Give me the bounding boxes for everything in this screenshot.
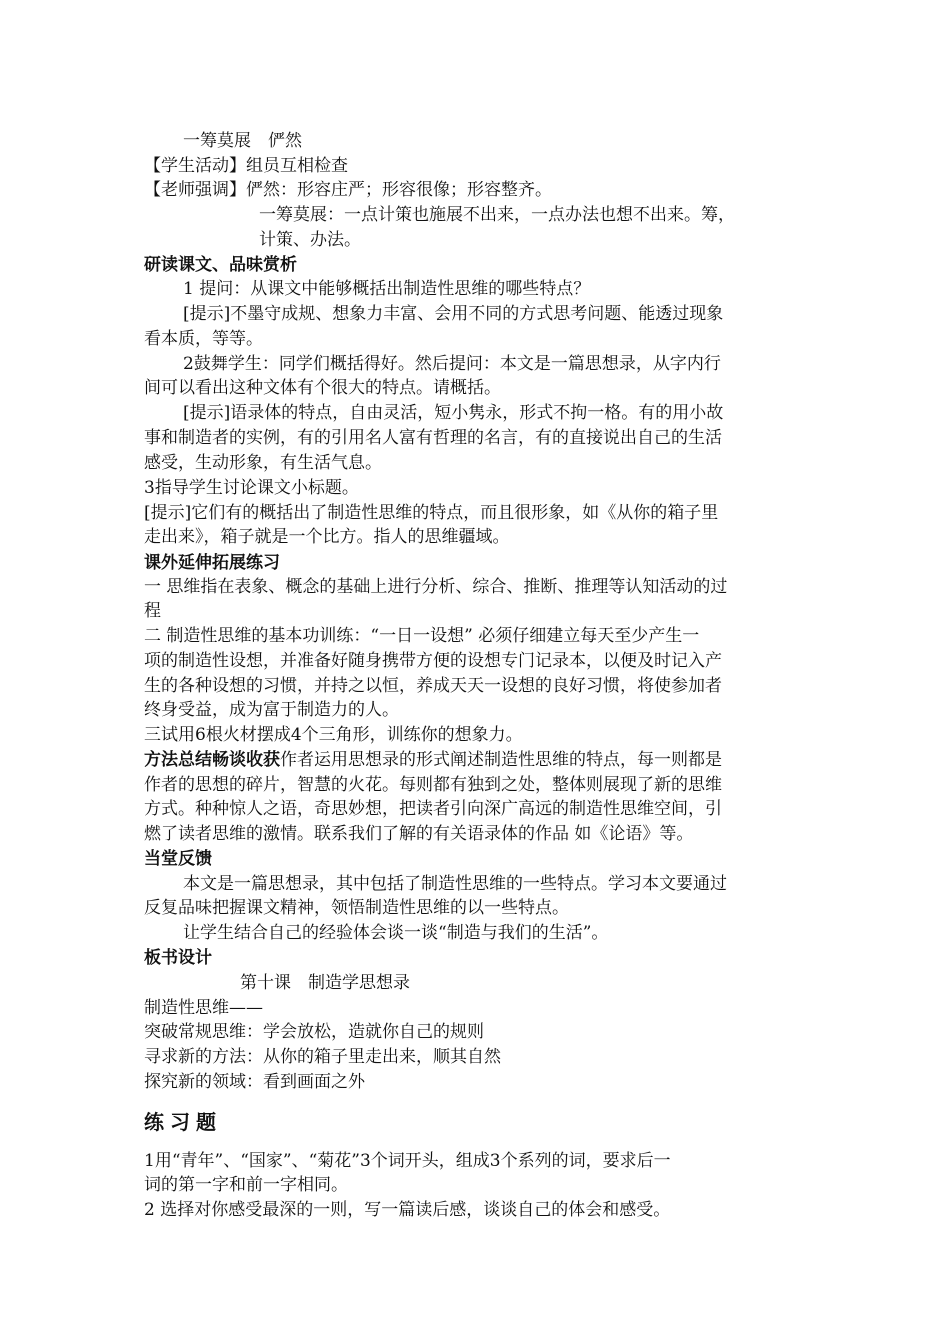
section-heading: 方法总结畅谈收获 [144, 750, 280, 770]
body-line: 反复品味把握课文精神，领悟制造性思维的以一些特点。 [144, 898, 569, 918]
teacher-emphasis: 【老师强调】俨然：形容庄严；形容很像；形容整齐。 [144, 180, 552, 200]
board-line: 探究新的领域：看到画面之外 [144, 1072, 365, 1092]
summary-line [144, 748, 722, 772]
body-line: [提示]语录体的特点，自由灵活，短小隽永，形式不拘一格。有的用小故 [183, 403, 724, 423]
body-line: 程 [144, 601, 161, 621]
body-line: [提示]不墨守成规、想象力丰富、会用不同的方式思考问题、能透过现象 [183, 304, 724, 324]
body-line: 作者的思想的碎片，智慧的火花。每则都有独到之处，整体则展现了新的思维 [144, 775, 722, 795]
body-line: [提示]它们有的概括出了制造性思维的特点，而且很形象，如《从你的箱子里 [144, 503, 719, 523]
board-title: 第十课 制造学思想录 [240, 973, 410, 993]
body-line: 生的各种设想的习惯，并持之以恒，养成天天一设想的良好习惯，将使参加者 [144, 676, 722, 696]
body-line: 燃了读者思维的激情。联系我们了解的有关语录体的作品 如《论语》等。 [144, 824, 694, 844]
body-line: 二 制造性思维的基本功训练：“一日一设想” 必须仔细建立每天至少产生一 [144, 626, 700, 646]
summary-text: 作者运用思想录的形式阐述制造性思维的特点，每一则都是 [280, 750, 722, 770]
definition-line: 计策、办法。 [259, 230, 361, 250]
board-line: 寻求新的方法：从你的箱子里走出来，顺其自然 [144, 1047, 501, 1067]
section-heading: 研读课文、品味赏析 [144, 255, 297, 275]
board-line: 制造性思维—— [144, 998, 263, 1018]
body-line: 三试用6根火材摆成4个三角形，训练你的想象力。 [144, 725, 523, 745]
section-heading: 当堂反馈 [144, 849, 212, 869]
section-heading: 课外延伸拓展练习 [144, 553, 280, 573]
definition-line: 一筹莫展：一点计策也施展不出来，一点办法也想不出来。筹， [259, 205, 735, 225]
board-line: 突破常规思维：学会放松，造就你自己的规则 [144, 1022, 484, 1042]
body-line: 3指导学生讨论课文小标题。 [144, 478, 359, 498]
exercise-line: 1用“青年”、“国家”、“菊花”3个词开头，组成3个系列的词，要求后一 [144, 1151, 671, 1171]
body-line: 间可以看出这种文体有个很大的特点。请概括。 [144, 378, 501, 398]
body-line: 1 提问：从课文中能够概括出制造性思维的哪些特点？ [183, 279, 591, 299]
body-line: 本文是一篇思想录，其中包括了制造性思维的一些特点。学习本文要通过 [183, 874, 727, 894]
body-line: 2鼓舞学生：同学们概括得好。然后提问：本文是一篇思想录，从字内行 [183, 354, 721, 374]
body-line: 看本质，等等。 [144, 329, 263, 349]
body-line: 项的制造性设想，并准备好随身携带方便的设想专门记录本，以便及时记入产 [144, 651, 722, 671]
exercise-heading: 练习题 [144, 1110, 222, 1134]
student-activity: 【学生活动】组员互相检查 [144, 156, 348, 176]
body-line: 走出来》，箱子就是一个比方。指人的思维疆域。 [144, 527, 510, 547]
exercise-line: 2 选择对你感受最深的一则，写一篇读后感，谈谈自己的体会和感受。 [144, 1200, 671, 1220]
section-heading: 板书设计 [144, 948, 212, 968]
body-line: 一 思维指在表象、概念的基础上进行分析、综合、推断、推理等认知活动的过 [144, 577, 728, 597]
body-line: 让学生结合自己的经验体会谈一谈“制造与我们的生活”。 [183, 923, 609, 943]
exercise-line: 词的第一字和前一字相同。 [144, 1175, 348, 1195]
body-line: 事和制造者的实例，有的引用名人富有哲理的名言，有的直接说出自己的生活 [144, 428, 722, 448]
body-line: 感受，生动形象，有生活气息。 [144, 453, 382, 473]
body-line: 方式。种种惊人之语，奇思妙想，把读者引向深广高远的制造性思维空间，引 [144, 799, 722, 819]
body-line: 终身受益，成为富于制造力的人。 [144, 700, 399, 720]
vocab-line: 一筹莫展 俨然 [183, 131, 302, 151]
